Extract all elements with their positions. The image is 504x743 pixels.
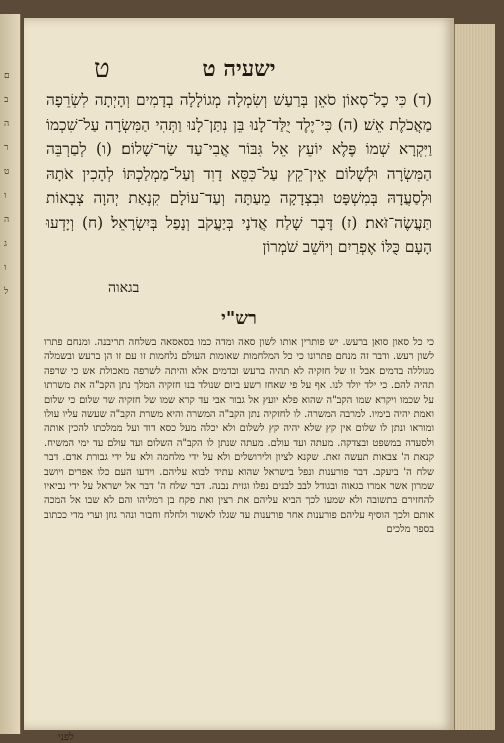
- left-fragment: ה: [4, 119, 10, 129]
- left-fragment: ם: [4, 71, 10, 81]
- left-fragment: ט: [4, 167, 10, 177]
- running-title: ישעיה ט: [202, 56, 276, 82]
- commentary-heading: רש"י: [221, 308, 257, 329]
- rashi-commentary: כי כל סאון סואן ברעש. יש פותרין אותו לשון סאה ומדה כמו בסאסאה בשלחה תריבנה. ומנחם פתרו לשון רעש. ודבר זה מנחם פתרונו כי כל המלחמות שאומות העולם נלחמות זו עם זו הן ברעש ובשמלה מגוללה בדמים אבל זו של חזקיה לא תהיה ברעש ובדמים אלא והיתה לשרפה מאכולת אש כי שרפה תהיה להם. כי ילד יולד לנו. אף על פי שאחז רשע ביום שנולד בנו חזקיה המלך נתן הקב"ה את משרתו על שכמו ויקרא שמו הקב"ה שהוא פלא יועץ אל גבור אבי עד קרא שמו של חזקיה שר שלום כי שלום ואמת יהיה בימיו. למרבה המשרה. לו לחזקיה נתן הקב"ה המשרה והיא משרת הקב"ה שעשה עליו עולו ומוראו ונתן לו שלום אין קץ שלא יהיה קץ לשלום ולא יכלה מעל כסא דוד ועל ממלכתו להכין אותה ולסעדה במשפט ובצדקה. מעתה ועד עולם. מעתה שנתן לו הקב"ה השלום ועד עולם עד ימי המשיח. קנאת ה' צבאות תעשה זאת. שקנא לציון ולירושלים ולא על ידי מלחמה ולא על ידי גבורת אדם. דבר שלח ה' ביעקב. דבר פורענות ונפל בישראל שהוא עתיד לבוא עליהם. וידעו העם כלו אפרים ויושב שמרון אשר אמרו בגאוה ובגודל לבב לבנים נפלו וגזית נבנה. דבר שלח ה' דבר אל ישראל על ידי נביאיו להחזירם בתשובה ולא שמעו לכך הביא עליהם את רצין ואת פקח בן רמליהו והם לא שבו אל המכה אותם ולכך הוסיף עליהם פורענות אחר פורענות עד שגלו לאשור ולחלח וחבור ונהר גוזן וערי מדי ככתוב בספר מלכים: [44, 337, 434, 536]
- scripture-text: (ד) כִּי כָל־סְאוֹן סֹאֵן בְּרַעַשׁ וְשִׂמְלָה מְגוֹלָלָה בְדָמִים וְהָיְתָה לִשְׂרֵפָה מַאֲכֹלֶת אֵשׁ׃ (ה) כִּי־יֶלֶד יֻלַּד־לָנוּ בֵּן נִתַּן־לָנוּ וַתְּהִי הַמִּשְׂרָה עַל־שִׁכְמוֹ וַיִּקְרָא שְׁמוֹ פֶּלֶא יוֹעֵץ אֵל גִּבּוֹר אֲבִי־עַד שַׂר־שָׁלוֹם׃ (ו) לְםַרְבֵּה הַמִּשְׂרָה וּלְשָׁלוֹם אֵין־קֵץ עַל־כִּסֵּא דָוִד וְעַל־מַמְלַכְתּוֹ לְהָכִין אֹתָהּ וּלְסַעֲדָהּ בְּמִשְׁפָּט וּבִצְדָקָה מֵעַתָּה וְעַד־עוֹלָם קִנְאַת יְהוָה צְבָאוֹת תַּעֲשֶׂה־זֹּאת׃ (ז) דָּבָר שָׁלַח אֲדֹנָי בְּיַעֲקֹב וְנָפַל בְּיִשְׂרָאֵל׃ (ח) וְיָדְעוּ הָעָם כֻּלּוֹ אֶפְרַיִם וְיוֹשֵׁב שֹׁמְרוֹן: [46, 91, 432, 256]
- commentary-catchword: לפני: [58, 732, 74, 743]
- left-fragment: ו: [4, 263, 7, 273]
- left-fragment: ג: [4, 239, 7, 249]
- page-number: ט: [94, 54, 110, 84]
- scripture-catchword: בגאוה: [108, 280, 140, 296]
- left-fragment: ר: [4, 143, 9, 153]
- left-fragment: ל: [4, 287, 9, 297]
- left-fragment: ב: [4, 95, 9, 105]
- left-fragment: ו: [4, 191, 7, 201]
- left-fragment: ה: [4, 215, 10, 225]
